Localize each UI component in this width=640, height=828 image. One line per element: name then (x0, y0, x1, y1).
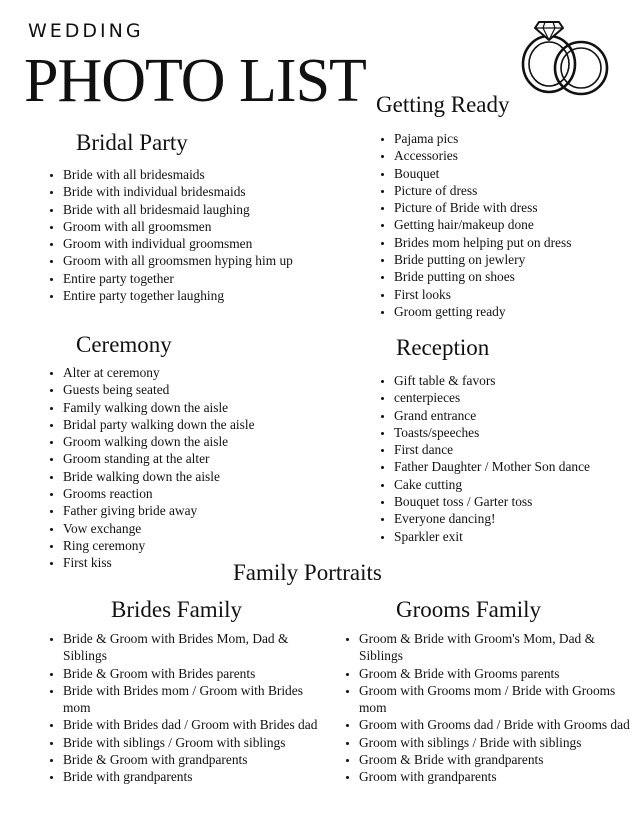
list-item: • Entire party together laughing (63, 287, 353, 304)
list-item: • Picture of Bride with dress (394, 199, 640, 216)
list-item: • Bridal party walking down the aisle (63, 416, 353, 433)
list-item: • Groom & Bride with Groom's Mom, Dad & Siblings (359, 630, 640, 665)
list-item: • Picture of dress (394, 182, 640, 199)
list-item: • Everyone dancing! (394, 510, 640, 527)
bridal-party-list (46, 166, 353, 304)
list-item: • Grooms reaction (63, 485, 353, 502)
reception-list (377, 372, 640, 545)
list-item: • Vow exchange (63, 520, 353, 537)
list-item: • Father giving bride away (63, 502, 353, 519)
list-item: • Groom & Bride with grandparents (359, 751, 640, 768)
section-heading-brides-family: Brides Family (111, 597, 242, 622)
list-item: • Bride with all bridesmaid laughing (63, 201, 353, 218)
list-item: • Groom with all groomsmen (63, 218, 353, 235)
list-item: • Family walking down the aisle (63, 399, 353, 416)
list-item: • Bride with Brides mom / Groom with Brides mom (63, 682, 329, 717)
list-item: • Gift table & favors (394, 372, 640, 389)
list-item: • First dance (394, 441, 640, 458)
list-item: • Groom with Grooms mom / Bride with Grooms mom (359, 682, 640, 717)
list-item: • Bride with all bridesmaids (63, 166, 353, 183)
brides-family-list (46, 630, 329, 786)
list-item: • Bride & Groom with Brides Mom, Dad & Siblings (63, 630, 329, 665)
section-heading-family-portraits: Family Portraits (233, 560, 382, 585)
section-heading-bridal-party: Bridal Party (76, 130, 188, 155)
list-item: • Ring ceremony (63, 537, 353, 554)
list-item: • Father Daughter / Mother Son dance (394, 458, 640, 475)
list-item: • Accessories (394, 147, 640, 164)
getting-ready-list (377, 130, 640, 320)
list-item: • Groom with Grooms dad / Bride with Grooms dad (359, 716, 640, 733)
list-item: • Bride with grandparents (63, 768, 329, 785)
list-item: • Bride with siblings / Groom with siblings (63, 734, 329, 751)
list-item: • Bride with Brides dad / Groom with Brides dad (63, 716, 329, 733)
list-item: • First looks (394, 286, 640, 303)
list-item: • Groom walking down the aisle (63, 433, 353, 450)
section-heading-reception: Reception (396, 335, 490, 360)
list-item: • Bride putting on shoes (394, 268, 640, 285)
list-item: • Pajama pics (394, 130, 640, 147)
list-item: • Groom with siblings / Bride with siblings (359, 734, 640, 751)
list-item: • Bride putting on jewlery (394, 251, 640, 268)
list-item: • centerpieces (394, 389, 640, 406)
list-item: • Cake cutting (394, 476, 640, 493)
list-item: • Bride walking down the aisle (63, 468, 353, 485)
section-heading-ceremony: Ceremony (76, 332, 172, 357)
list-item: • Getting hair/makeup done (394, 216, 640, 233)
list-item: • Groom with grandparents (359, 768, 640, 785)
page-title: PHOTO LIST (24, 47, 366, 115)
ceremony-list (46, 364, 353, 572)
list-item: • Bride with individual bridesmaids (63, 183, 353, 200)
list-item: • Groom standing at the alter (63, 450, 353, 467)
section-heading-grooms-family: Grooms Family (396, 597, 542, 622)
list-item: • Brides mom helping put on dress (394, 234, 640, 251)
wedding-rings-icon (515, 14, 615, 98)
list-item: • Bride & Groom with grandparents (63, 751, 329, 768)
list-item: • Groom & Bride with Grooms parents (359, 665, 640, 682)
header-kicker: WEDDING (28, 20, 144, 42)
list-item: • Toasts/speeches (394, 424, 640, 441)
section-heading-getting-ready: Getting Ready (376, 92, 510, 117)
list-item: • Grand entrance (394, 407, 640, 424)
list-item: • Guests being seated (63, 381, 353, 398)
list-item: • Entire party together (63, 270, 353, 287)
list-item: • Groom with all groomsmen hyping him up (63, 252, 353, 269)
list-item: • Groom getting ready (394, 303, 640, 320)
list-item: • Bride & Groom with Brides parents (63, 665, 329, 682)
list-item: • Sparkler exit (394, 528, 640, 545)
list-item: • Bouquet toss / Garter toss (394, 493, 640, 510)
list-item: • Alter at ceremony (63, 364, 353, 381)
list-item: • Groom with individual groomsmen (63, 235, 353, 252)
grooms-family-list (342, 630, 640, 786)
list-item: • Bouquet (394, 165, 640, 182)
list-item: • First kiss (63, 554, 353, 571)
